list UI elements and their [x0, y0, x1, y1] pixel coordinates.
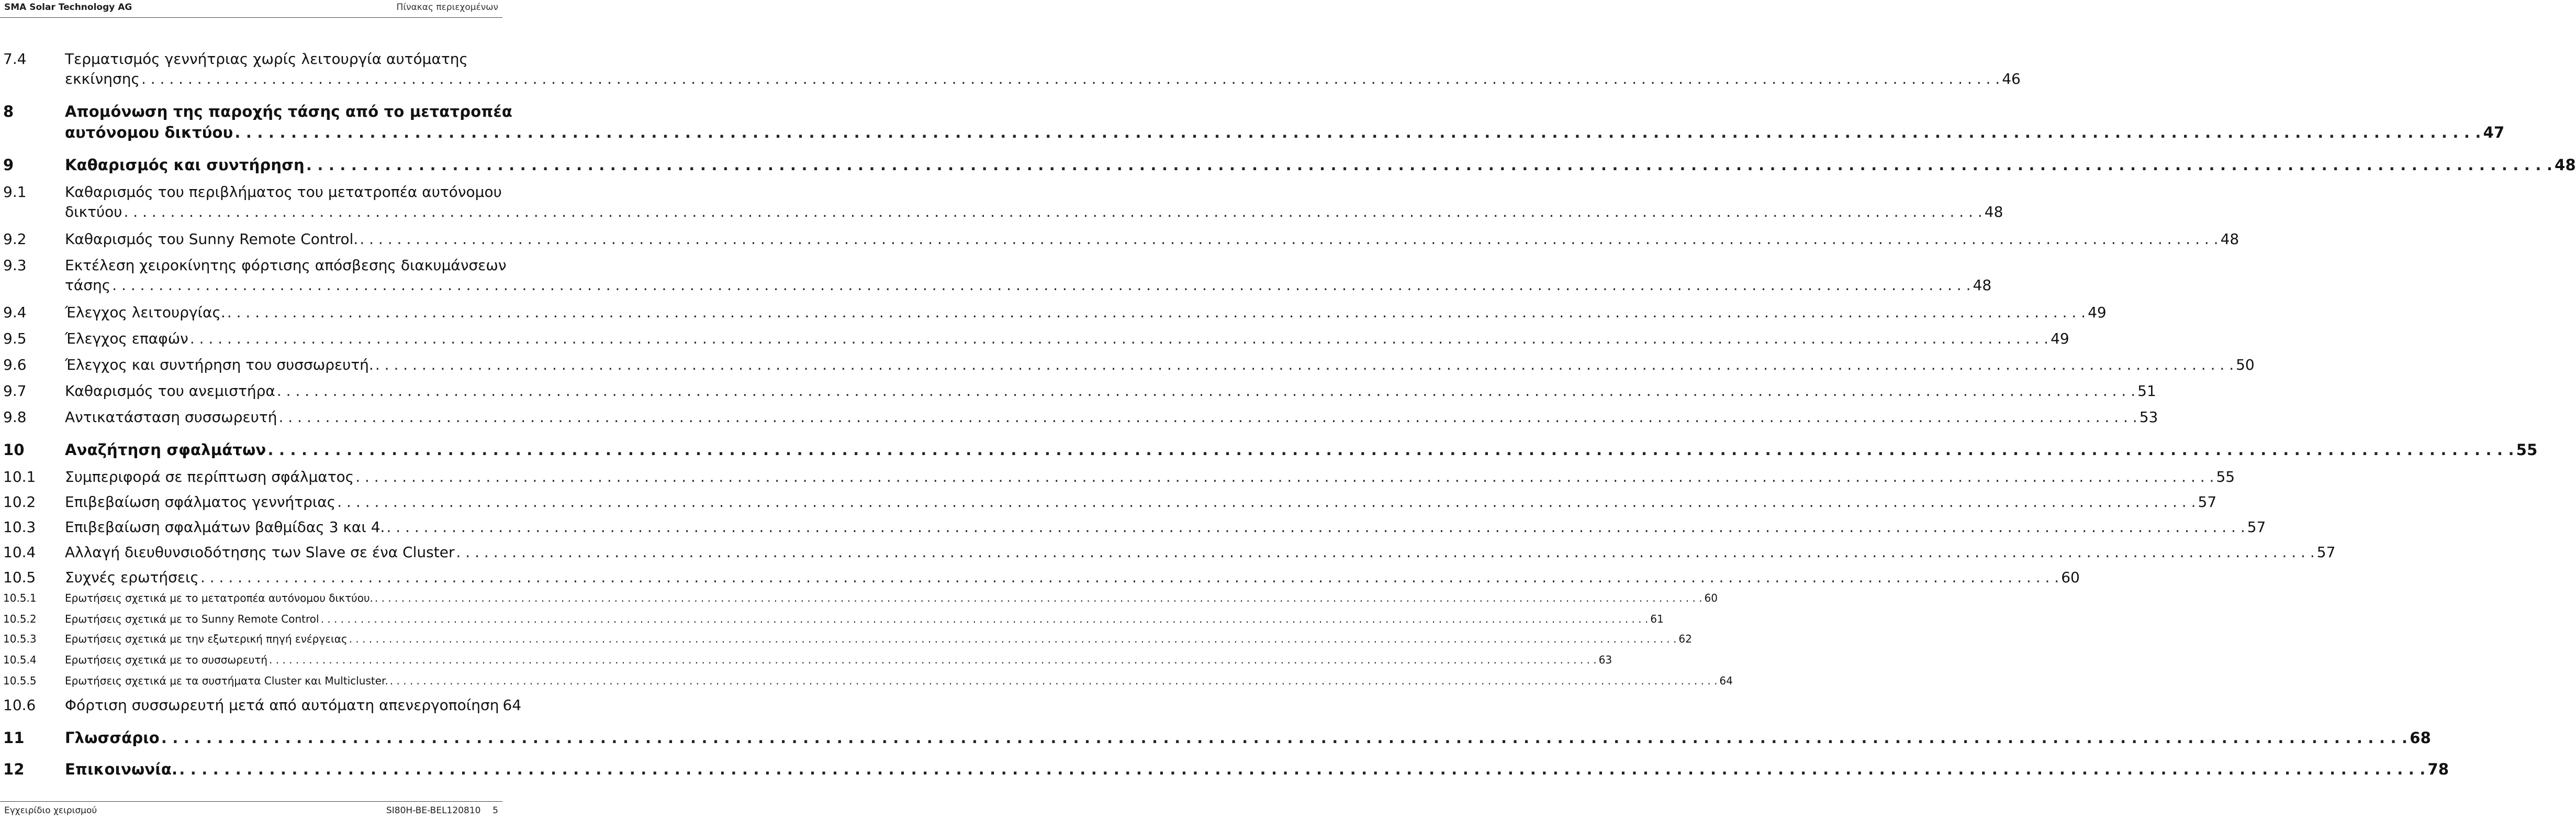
toc-entry-title: [65, 493, 2217, 511]
toc-entry-text: Ερωτήσεις σχετικά με το Sunny Remote Control: [65, 613, 319, 625]
toc-entry-number: 11: [3, 729, 25, 747]
toc-entry-text: Συχνές ερωτήσεις: [65, 569, 199, 586]
toc-entry-text: Επιβεβαίωση σφαλμάτων βαθμίδας 3 και 4.: [65, 518, 385, 536]
toc-entry-page: 60: [2061, 569, 2080, 586]
toc-entry-number: 10: [3, 441, 25, 459]
toc-entry-text: Ερωτήσεις σχετικά με την εξωτερική πηγή ενέργειας: [65, 633, 348, 645]
toc-entry-number: 10.3: [3, 518, 36, 536]
dot-leader: . . . . . . . . . . . . . . . . . . . . . . . . . . . . . . . . . . . . . . . . . . . . . . . . . . . . . . . . . . . . . . . . . . . . . . . . . . . . . . . . . . . . . . . . . . . . . . . . . . . . . . . . . . . . . . . . . . . . . . . . . . . . . . . . . . . . . . . . . . . . . . . . . . . . . . . . . . . . . . . . . . . . . . . . . . . . . . . . . . . . . . . . . . . . . . . . . . . . . . . .: [276, 382, 2136, 400]
toc-entry-page: 64: [1719, 674, 1733, 687]
dot-leader: . . . . . . . . . . . . . . . . . . . . . . . . . . . . . . . . . . . . . . . . . . . . . . . . . . . . . . . . . . . . . . . . . . . . . . . . . . . . . . . . . . . . . . . . . . . . . . . . . . . . . . . . . . . . . . . . . . . . . . . . . . . . . . . . . . . . . . . . . . . . . . . . . . . . . . . . . . . . . . . . . . . . . . . . . . . . . . . . . . . . . . . . . . . . . . . . . . . . . . . .: [267, 441, 2514, 459]
dot-leader: . . . . . . . . . . . . . . . . . . . . . . . . . . . . . . . . . . . . . . . . . . . . . . . . . . . . . . . . . . . . . . . . . . . . . . . . . . . . . . . . . . . . . . . . . . . . . . . . . . . . . . . . . . . . . . . . . . . . . . . . . . . . . . . . . . . . . . . . . . . . . . . . . . . . . . . . . . . . . . . . . . . . . . . . . . . . . . . . . . . . . . . . . . . . . . . . . . . . . . . .: [161, 729, 2408, 747]
dot-leader: . . . . . . . . . . . . . . . . . . . . . . . . . . . . . . . . . . . . . . . . . . . . . . . . . . . . . . . . . . . . . . . . . . . . . . . . . . . . . . . . . . . . . . . . . . . . . . . . . . . . . . . . . . . . . . . . . . . . . . . . . . . . . . . . . . . . . . . . . . . . . . . . . . . . . . . . . . . . . . . . . . . . . . . . . . . . . . . . . . . . . . . . . . . . . . . . . . . . . . . .: [337, 493, 2196, 511]
footer-divider: [0, 801, 502, 802]
dot-leader: . . . . . . . . . . . . . . . . . . . . . . . . . . . . . . . . . . . . . . . . . . . . . . . . . . . . . . . . . . . . . . . . . . . . . . . . . . . . . . . . . . . . . . . . . . . . . . . . . . . . . . . . . . . . . . . . . . . . . . . . . . . . . . . . . . . . . . . . . . . . . . . . . . . . . . . . . . . . . . . . . . . . . . . . . . . . . . . . . . . . . . . . . . . . . . . . . . . . . . . .: [389, 674, 1718, 687]
toc-entry-text: Αλλαγή διευθυνσιοδότησης των Slave σε ένα Cluster: [65, 544, 455, 561]
toc-entry-text: Φόρτιση συσσωρευτή μετά από αυτόματη απενεργοποίηση: [65, 696, 499, 714]
toc-entry-page: 49: [2051, 330, 2069, 347]
toc-entry-title: [65, 50, 2021, 87]
toc-entry-title: [65, 518, 2266, 536]
toc-entry-page: 48: [2555, 156, 2576, 174]
toc-entry-number: 7.4: [3, 50, 27, 68]
dot-leader: . . . . . . . . . . . . . . . . . . . . . . . . . . . . . . . . . . . . . . . . . . . . . . . . . . . . . . . . . . . . . . . . . . . . . . . . . . . . . . . . . . . . . . . . . . . . . . . . . . . . . . . . . . . . . . . . . . . . . . . . . . . . . . . . . . . . . . . . . . . . . . . . . . . . . . . . . . . . . . . . . . . . . . . . . . . . . . . . . . . . . . . . . . . . . . . . . . . . . . . .: [200, 569, 2059, 586]
toc-entry-title: [65, 330, 2069, 347]
toc-entry-page: 47: [2483, 124, 2505, 141]
dot-leader: . . . . . . . . . . . . . . . . . . . . . . . . . . . . . . . . . . . . . . . . . . . . . . . . . . . . . . . . . . . . . . . . . . . . . . . . . . . . . . . . . . . . . . . . . . . . . . . . . . . . . . . . . . . . . . . . . . . . . . . . . . . . . . . . . . . . . . . . . . . . . . . . . . . . . . . . . . . . . . . . . . . . . . . . . . . . . . . . . . . . . . . . . . . . . . . . . . . . . . . .: [189, 330, 2049, 347]
toc-entry-page: 63: [1598, 654, 1612, 666]
toc-entry-text: Έλεγχος και συντήρηση του συσσωρευτή.: [65, 356, 374, 373]
toc-entry-text: Επικοινωνία.: [65, 760, 178, 778]
dot-leader: . . . . . . . . . . . . . . . . . . . . . . . . . . . . . . . . . . . . . . . . . . . . . . . . . . . . . . . . . . . . . . . . . . . . . . . . . . . . . . . . . . . . . . . . . . . . . . . . . . . . . . . . . . . . . . . . . . . . . . . . . . . . . . . . . . . . . . . . . . . . . . . . . . . . . . . . . . . . . . . . . . . . . . . . . . . . . . . . . . . . . . . . . . . . . . . . . . . . . . . .: [112, 276, 1971, 294]
toc-entry-page: 48: [1984, 203, 2003, 220]
toc-entry-page: 60: [1704, 592, 1718, 604]
toc-entry-number: 9.5: [3, 330, 27, 347]
toc-entry-title: [65, 408, 2158, 426]
toc-entry-title: [65, 633, 1692, 645]
dot-leader: . . . . . . . . . . . . . . . . . . . . . . . . . . . . . . . . . . . . . . . . . . . . . . . . . . . . . . . . . . . . . . . . . . . . . . . . . . . . . . . . . . . . . . . . . . . . . . . . . . . . . . . . . . . . . . . . . . . . . . . . . . . . . . . . . . . . . . . . . . . . . . . . . . . . . . . . . . . . . . . . . . . . . . . . . . . . . . . . . . . . . . . . . . . . . . . . . . . . . . . .: [375, 356, 2234, 373]
toc-entry-number: 9.8: [3, 408, 27, 426]
toc-entry-text: Ερωτήσεις σχετικά με τα συστήματα Cluster και Multicluster.: [65, 674, 388, 687]
dot-leader: . . . . . . . . . . . . . . . . . . . . . . . . . . . . . . . . . . . . . . . . . . . . . . . . . . . . . . . . . . . . . . . . . . . . . . . . . . . . . . . . . . . . . . . . . . . . . . . . . . . . . . . . . . . . . . . . . . . . . . . . . . . . . . . . . . . . . . . . . . . . . . . . . . . . . . . . . . . . . . . . . . . . . . . . . . . . . . . . . . . . . . . . . . . . . . . . . . . . . . . .: [456, 544, 2315, 561]
toc-entry-page: 48: [2220, 230, 2239, 248]
page-header: [0, 0, 502, 20]
toc-entry-text: εκκίνησης: [65, 70, 140, 87]
document-title: Εγχειρίδιο χειρισμού: [4, 805, 97, 816]
dot-leader: . . . . . . . . . . . . . . . . . . . . . . . . . . . . . . . . . . . . . . . . . . . . . . . . . . . . . . . . . . . . . . . . . . . . . . . . . . . . . . . . . . . . . . . . . . . . . . . . . . . . . . . . . . . . . . . . . . . . . . . . . . . . . . . . . . . . . . . . . . . . . . . . . . . . . . . . . . . . . . . . . . . . . . . . . . . . . . . . . . . . . . . . . . . . . . . . . . . . . . . .: [355, 468, 2214, 485]
toc-entry-text: τάσης: [65, 276, 111, 294]
toc-entry-text: Καθαρισμός και συντήρηση: [65, 156, 305, 174]
toc-entry-text: Αναζήτηση σφαλμάτων: [65, 441, 266, 459]
toc-entry-page: 68: [2410, 729, 2431, 747]
toc-entry-text: Έλεγχος λειτουργίας.: [65, 304, 226, 321]
toc-entry-text: Ερωτήσεις σχετικά με το συσσωρευτή: [65, 654, 267, 666]
toc-entry-number: 9.4: [3, 304, 27, 321]
toc-entry-title: [65, 613, 1664, 625]
toc-entry-text: Καθαρισμός του ανεμιστήρα: [65, 382, 275, 400]
dot-leader: . . . . . . . . . . . . . . . . . . . . . . . . . . . . . . . . . . . . . . . . . . . . . . . . . . . . . . . . . . . . . . . . . . . . . . . . . . . . . . . . . . . . . . . . . . . . . . . . . . . . . . . . . . . . . . . . . . . . . . . . . . . . . . . . . . . . . . . . . . . . . . . . . . . . . . . . . . . . . . . . . . . . . . . . . . . . . . . . . . . . . . . . . . . . . . . . . . . . . . . .: [320, 613, 1649, 625]
dot-leader: . . . . . . . . . . . . . . . . . . . . . . . . . . . . . . . . . . . . . . . . . . . . . . . . . . . . . . . . . . . . . . . . . . . . . . . . . . . . . . . . . . . . . . . . . . . . . . . . . . . . . . . . . . . . . . . . . . . . . . . . . . . . . . . . . . . . . . . . . . . . . . . . . . . . . . . . . . . . . . . . . . . . . . . . . . . . . . . . . . . . . . . . . . . . . . . . . . . . . . . .: [124, 203, 1983, 220]
header-divider: [0, 17, 502, 18]
toc-entry-title-line: Τερματισμός γεννήτριας χωρίς λειτουργία αυτόματης: [65, 50, 468, 68]
toc-entry-title: [65, 230, 2239, 248]
toc-entry-title: [65, 183, 2003, 220]
toc-entry-text: Γλωσσάριο: [65, 729, 160, 747]
toc-entry-number: 9: [3, 156, 14, 174]
toc-entry-title: [65, 760, 2449, 778]
toc-entry-number: 10.6: [3, 696, 36, 714]
toc-entry-title: [65, 696, 522, 714]
dot-leader: . . . . . . . . . . . . . . . . . . . . . . . . . . . . . . . . . . . . . . . . . . . . . . . . . . . . . . . . . . . . . . . . . . . . . . . . . . . . . . . . . . . . . . . . . . . . . . . . . . . . . . . . . . . . . . . . . . . . . . . . . . . . . . . . . . . . . . . . . . . . . . . . . . . . . . . . . . . . . . . . . . . . . . . . . . . . . . . . . . . . . . . . . . . . . . . . . . . . . . . .: [386, 518, 2245, 536]
toc-entry-number: 9.7: [3, 382, 27, 400]
toc-entry-number: 10.5.1: [3, 592, 37, 604]
dot-leader: . . . . . . . . . . . . . . . . . . . . . . . . . . . . . . . . . . . . . . . . . . . . . . . . . . . . . . . . . . . . . . . . . . . . . . . . . . . . . . . . . . . . . . . . . . . . . . . . . . . . . . . . . . . . . . . . . . . . . . . . . . . . . . . . . . . . . . . . . . . . . . . . . . . . . . . . . . . . . . . . . . . . . . . . . . . . . . . . . . . . . . . . . . . . . . . . . . . . . . . .: [349, 633, 1677, 645]
toc-entry-number: 10.5.4: [3, 654, 37, 666]
toc-entry-page: 78: [2427, 760, 2449, 778]
toc-entry-number: 10.5: [3, 569, 36, 586]
dot-leader: . . . . . . . . . . . . . . . . . . . . . . . . . . . . . . . . . . . . . . . . . . . . . . . . . . . . . . . . . . . . . . . . . . . . . . . . . . . . . . . . . . . . . . . . . . . . . . . . . . . . . . . . . . . . . . . . . . . . . . . . . . . . . . . . . . . . . . . . . . . . . . . . . . . . . . . . . . . . . . . . . . . . . . . . . . . . . . . . . . . . . . . . . . . . . . . . . . . . . . . .: [234, 124, 2481, 141]
toc-entry-page: 55: [2216, 468, 2235, 485]
toc-entry-number: 10.5.3: [3, 633, 37, 645]
toc-entry-page: 50: [2236, 356, 2255, 373]
dot-leader: . . . . . . . . . . . . . . . . . . . . . . . . . . . . . . . . . . . . . . . . . . . . . . . . . . . . . . . . . . . . . . . . . . . . . . . . . . . . . . . . . . . . . . . . . . . . . . . . . . . . . . . . . . . . . . . . . . . . . . . . . . . . . . . . . . . . . . . . . . . . . . . . . . . . . . . . . . . . . . . . . . . . . . . . . . . . . . . . . . . . . . . . . . . . . . . . . . . . . . . .: [269, 654, 1597, 666]
toc-entry-number: 9.3: [3, 257, 27, 274]
toc-entry-number: 9.2: [3, 230, 27, 248]
dot-leader: . . . . . . . . . . . . . . . . . . . . . . . . . . . . . . . . . . . . . . . . . . . . . . . . . . . . . . . . . . . . . . . . . . . . . . . . . . . . . . . . . . . . . . . . . . . . . . . . . . . . . . . . . . . . . . . . . . . . . . . . . . . . . . . . . . . . . . . . . . . . . . . . . . . . . . . . . . . . . . . . . . . . . . . . . . . . . . . . . . . . . . . . . . . . . . . . . . . . . . . .: [141, 70, 2000, 87]
toc-entry-title-line: Καθαρισμός του περιβλήματος του μετατροπέα αυτόνομου: [65, 183, 502, 201]
toc-entry-number: 10.1: [3, 468, 36, 485]
page-number: 5: [492, 805, 498, 816]
toc-entry-title: [65, 156, 2576, 174]
toc-entry-text: Έλεγχος επαφών: [65, 330, 188, 347]
toc-entry-page: 48: [1973, 276, 1992, 294]
toc-entry-page: 57: [2316, 544, 2336, 561]
toc-entry-title: [65, 382, 2156, 400]
toc-entry-title: [65, 468, 2235, 485]
toc-entry-title: [65, 441, 2538, 459]
toc-entry-number: 12: [3, 760, 25, 778]
toc-entry-text: δικτύου: [65, 203, 122, 220]
toc-entry-text: Συμπεριφορά σε περίπτωση σφάλματος: [65, 468, 354, 485]
toc-entry-page: 53: [2139, 408, 2158, 426]
page-footer: [0, 801, 502, 819]
dot-leader: . . . . . . . . . . . . . . . . . . . . . . . . . . . . . . . . . . . . . . . . . . . . . . . . . . . . . . . . . . . . . . . . . . . . . . . . . . . . . . . . . . . . . . . . . . . . . . . . . . . . . . . . . . . . . . . . . . . . . . . . . . . . . . . . . . . . . . . . . . . . . . . . . . . . . . . . . . . . . . . . . . . . . . . . . . . . . . . . . . . . . . . . . . . . . . . . . . . . . . . .: [306, 156, 2553, 174]
toc-entry-text: Ερωτήσεις σχετικά με το μετατροπέα αυτόνομου δικτύου.: [65, 592, 373, 604]
toc-entry-number: 8: [3, 103, 14, 120]
section-title: Πίνακας περιεχομένων: [396, 2, 498, 13]
dot-leader: . . . . . . . . . . . . . . . . . . . . . . . . . . . . . . . . . . . . . . . . . . . . . . . . . . . . . . . . . . . . . . . . . . . . . . . . . . . . . . . . . . . . . . . . . . . . . . . . . . . . . . . . . . . . . . . . . . . . . . . . . . . . . . . . . . . . . . . . . . . . . . . . . . . . . . . . . . . . . . . . . . . . . . . . . . . . . . . . . . . . . . . . . . . . . . . . . . . . . . . .: [360, 230, 2219, 248]
toc-entry-number: 10.5.2: [3, 613, 37, 625]
toc-entry-page: 64: [502, 696, 522, 714]
toc-entry-page: 62: [1678, 633, 1692, 645]
dot-leader: . . . . . . . . . . . . . . . . . . . . . . . . . . . . . . . . . . . . . . . . . . . . . . . . . . . . . . . . . . . . . . . . . . . . . . . . . . . . . . . . . . . . . . . . . . . . . . . . . . . . . . . . . . . . . . . . . . . . . . . . . . . . . . . . . . . . . . . . . . . . . . . . . . . . . . . . . . . . . . . . . . . . . . . . . . . . . . . . . . . . . . . . . . . . . . . . . . . . . . . .: [278, 408, 2137, 426]
dot-leader: . . . . . . . . . . . . . . . . . . . . . . . . . . . . . . . . . . . . . . . . . . . . . . . . . . . . . . . . . . . . . . . . . . . . . . . . . . . . . . . . . . . . . . . . . . . . . . . . . . . . . . . . . . . . . . . . . . . . . . . . . . . . . . . . . . . . . . . . . . . . . . . . . . . . . . . . . . . . . . . . . . . . . . . . . . . . . . . . . . . . . . . . . . . . . . . . . . . . . . . .: [227, 304, 2086, 321]
toc-entry-title: [65, 674, 1733, 687]
toc-entry-page: 46: [2002, 70, 2021, 87]
toc-entry-page: 57: [2247, 518, 2266, 536]
dot-leader: . . . . . . . . . . . . . . . . . . . . . . . . . . . . . . . . . . . . . . . . . . . . . . . . . . . . . . . . . . . . . . . . . . . . . . . . . . . . . . . . . . . . . . . . . . . . . . . . . . . . . . . . . . . . . . . . . . . . . . . . . . . . . . . . . . . . . . . . . . . . . . . . . . . . . . . . . . . . . . . . . . . . . . . . . . . . . . . . . . . . . . . . . . . . . . . . . . . . . . . .: [179, 760, 2426, 778]
document-code: SI80H-BE-BEL120810: [386, 805, 481, 816]
toc-entry-number: 9.1: [3, 183, 27, 201]
toc-entry-page: 61: [1650, 613, 1664, 625]
toc-entry-number: 10.5.5: [3, 674, 37, 687]
toc-entry-title-line: Εκτέλεση χειροκίνητης φόρτισης απόσβεσης διακυμάνσεων: [65, 257, 507, 274]
toc-entry-page: 51: [2137, 382, 2156, 400]
company-name: SMA Solar Technology AG: [4, 2, 132, 13]
toc-entry-page: 49: [2088, 304, 2107, 321]
toc-entry-title: [65, 569, 2080, 586]
toc-entry-text: αυτόνομου δικτύου: [65, 124, 233, 141]
toc-entry-title: [65, 729, 2431, 747]
toc-entry-page: 55: [2516, 441, 2538, 459]
toc-entry-number: 9.6: [3, 356, 27, 373]
toc-entry-title: [65, 304, 2107, 321]
toc-entry-title-line: Απομόνωση της παροχής τάσης από το μετατροπέα: [65, 103, 512, 120]
toc-entry-number: 10.2: [3, 493, 36, 511]
toc-entry-title: [65, 654, 1612, 666]
toc-entry-text: Επιβεβαίωση σφάλματος γεννήτριας: [65, 493, 336, 511]
toc-entry-text: Καθαρισμός του Sunny Remote Control.: [65, 230, 359, 248]
toc-entry-title: [65, 103, 2505, 141]
toc-entry-title: [65, 592, 1718, 604]
toc-entry-title: [65, 544, 2336, 561]
toc-entry-text: Αντικατάσταση συσσωρευτή: [65, 408, 277, 426]
toc-entry-page: 57: [2198, 493, 2217, 511]
dot-leader: . . . . . . . . . . . . . . . . . . . . . . . . . . . . . . . . . . . . . . . . . . . . . . . . . . . . . . . . . . . . . . . . . . . . . . . . . . . . . . . . . . . . . . . . . . . . . . . . . . . . . . . . . . . . . . . . . . . . . . . . . . . . . . . . . . . . . . . . . . . . . . . . . . . . . . . . . . . . . . . . . . . . . . . . . . . . . . . . . . . . . . . . . . . . . . . . . . . . . . . .: [374, 592, 1703, 604]
toc-entry-number: 10.4: [3, 544, 36, 561]
toc-entry-title: [65, 257, 1992, 294]
toc-entry-title: [65, 356, 2255, 373]
